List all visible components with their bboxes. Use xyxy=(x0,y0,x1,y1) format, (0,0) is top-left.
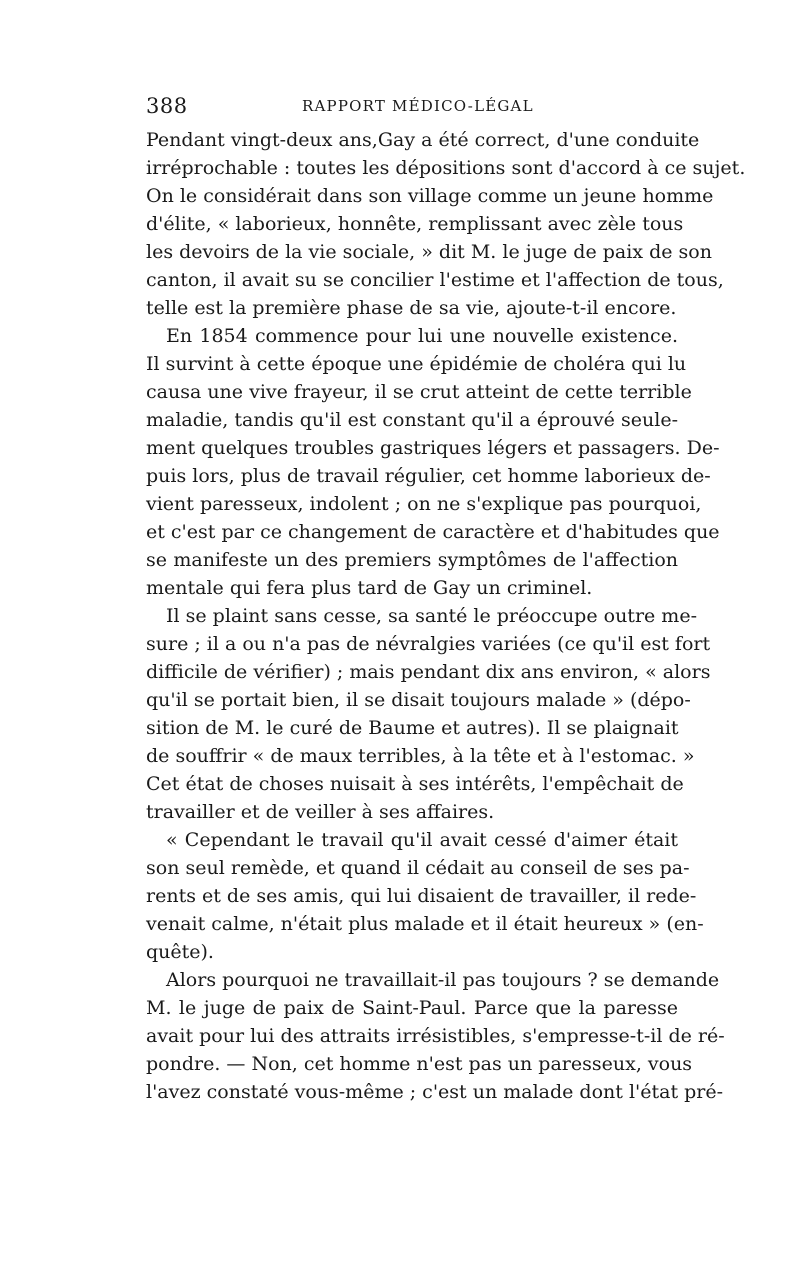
text-line: telle est la première phase de sa vie, ajoute-t-il encore. xyxy=(146,297,677,319)
text-line: son seul remède, et quand il cédait au conseil de ses pa- xyxy=(146,857,690,879)
text-line: En 1854 commence pour lui une nouvelle existence. xyxy=(166,325,678,347)
page-header xyxy=(146,94,676,124)
text-line: d'élite, « laborieux, honnête, remplissant avec zèle tous xyxy=(146,213,684,235)
text-line: qu'il se portait bien, il se disait toujours malade » (dépo- xyxy=(146,689,691,711)
text-line: Alors pourquoi ne travaillait-il pas toujours ? se demande xyxy=(166,969,720,991)
text-line: maladie, tandis qu'il est constant qu'il a éprouvé seule- xyxy=(146,409,678,431)
text-line: M. le juge de paix de Saint-Paul. Parce que la paresse xyxy=(146,997,678,1019)
text-line: sition de M. le curé de Baume et autres). Il se plaignait xyxy=(146,717,679,739)
text-line: avait pour lui des attraits irrésistibles, s'empresse-t-il de ré- xyxy=(146,1025,725,1047)
text-line: pondre. — Non, cet homme n'est pas un paresseux, vous xyxy=(146,1053,693,1075)
text-line: venait calme, n'était plus malade et il était heureux » (en- xyxy=(146,913,704,935)
running-head: RAPPORT MÉDICO-LÉGAL xyxy=(302,97,534,115)
text-line: se manifeste un des premiers symptômes de l'affection xyxy=(146,549,678,571)
page-number: 388 xyxy=(146,94,188,118)
text-line: sure ; il a ou n'a pas de névralgies variées (ce qu'il est fort xyxy=(146,633,711,655)
text-line: causa une vive frayeur, il se crut atteint de cette terrible xyxy=(146,381,692,403)
text-line: Cet état de choses nuisait à ses intérêts, l'empêchait de xyxy=(146,773,684,795)
text-line: rents et de ses amis, qui lui disaient de travailler, il rede- xyxy=(146,885,697,907)
text-line: « Cependant le travail qu'il avait cessé d'aimer était xyxy=(166,829,678,851)
text-line: Il survint à cette époque une épidémie de choléra qui lu xyxy=(146,353,687,375)
text-line: difficile de vérifier) ; mais pendant dix ans environ, « alors xyxy=(146,661,711,683)
text-line: l'avez constaté vous-même ; c'est un malade dont l'état pré- xyxy=(146,1081,724,1103)
text-line: Pendant vingt-deux ans,Gay a été correct, d'une conduite xyxy=(146,129,700,151)
body-text xyxy=(146,126,746,1106)
text-line: mentale qui fera plus tard de Gay un criminel. xyxy=(146,577,593,599)
text-line: quête). xyxy=(146,941,214,963)
text-line: de souffrir « de maux terribles, à la tête et à l'estomac. » xyxy=(146,745,695,767)
text-line: puis lors, plus de travail régulier, cet homme laborieux de- xyxy=(146,465,711,487)
text-line: travailler et de veiller à ses affaires. xyxy=(146,801,495,823)
text-line: ment quelques troubles gastriques légers et passagers. De- xyxy=(146,437,720,459)
text-line: vient paresseux, indolent ; on ne s'explique pas pourquoi, xyxy=(146,493,702,515)
text-line: canton, il avait su se concilier l'estime et l'affection de tous, xyxy=(146,269,724,291)
text-line: irréprochable : toutes les dépositions sont d'accord à ce sujet. xyxy=(146,157,746,179)
text-line: les devoirs de la vie sociale, » dit M. le juge de paix de son xyxy=(146,241,712,263)
text-line: Il se plaint sans cesse, sa santé le préoccupe outre me- xyxy=(166,605,697,627)
text-line: et c'est par ce changement de caractère et d'habitudes que xyxy=(146,521,720,543)
text-line: On le considérait dans son village comme un jeune homme xyxy=(146,185,714,207)
